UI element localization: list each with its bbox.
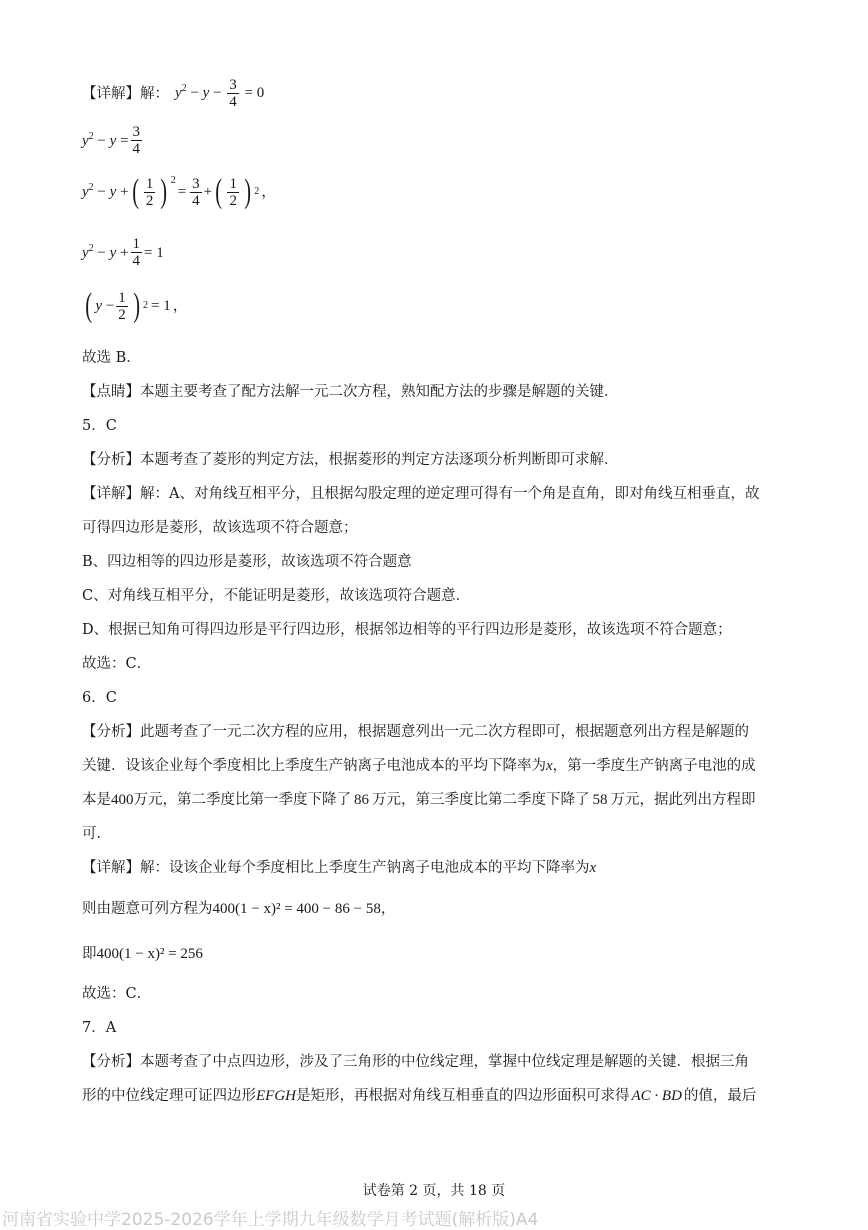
product-ac-bd: AC · BD [631,1088,682,1104]
q6-xiangjie [82,858,596,878]
q5-xiangjie-a: 【详解】解：A、对角线互相平分，且根据勾股定理的逆定理可得有一个角是直角，即对角线互相垂直，故 [82,486,760,502]
q6-fenxi-a: 【分析】此题考查了一元二次方程的应用，根据题意列出一元二次方程即可，根据题意列出方程是解题的 [82,724,749,740]
var-x: x [546,758,553,774]
q5-fenxi: 【分析】本题考查了菱形的判定方法，根据菱形的判定方法逐项分析判断即可求解． [82,452,619,468]
q6-fenxi-c2: 万元，第二季度比第一季度下降了 [133,792,351,808]
page-footer: 试卷第 2 页，共 18 页 [362,1183,506,1199]
comma: ， [172,298,188,314]
q6-fenxi-c4: 万元，据此列出方程即 [610,792,756,808]
eq-line1: $y^2 - y$ − $\frac{3}{4}$ = 0 [175,77,265,110]
q6-eq1: 400(1 − x)² = 400 − 86 − 58 [212,901,381,917]
num-86: 86 [354,792,369,808]
q6-fenxi-b [82,756,756,776]
comma: ， [380,901,396,917]
eq-line2: $y^2 - y$ = $\frac{3}{4}$ [82,124,141,157]
q5-option-b: B、四边相等的四边形是菱形，故该选项不符合题意 [82,554,412,570]
var-x: x [589,860,597,876]
q6-fenxi-c3: 万元，第三季度比第二季度下降了 [372,792,590,808]
q7-fenxi-b2: 是矩形，再根据对角线互相垂直的四边形面积可求得 [296,1088,630,1104]
q7-fenxi-b1: 形的中位线定理可证四边形 [82,1088,256,1104]
q6-fenxi-d: 可． [82,826,111,842]
q5-guxuan: 故选：C． [82,656,152,672]
q6-fenxi-b1: 关键．设该企业每个季度相比上季度生产钠离子电池成本的平均下降率为 [82,758,546,774]
q6-eq2: 400(1 − x)² = 256 [96,946,203,962]
q7-fenxi-a: 【分析】本题考查了中点四边形，涉及了三角形的中位线定理，掌握中位线定理是解题的关键．根据三角 [82,1054,749,1070]
q5-option-d: D、根据已知角可得四边形是平行四边形，根据邻边相等的平行四边形是菱形，故该选项不符合题意； [82,622,732,638]
q6-eq2-line [82,944,203,964]
q6-xiangjie-text: 【详解】解：设该企业每个季度相比上季度生产钠离子电池成本的平均下降率为 [82,860,590,876]
q7-fenxi-b [82,1086,756,1106]
dianjing: 【点睛】本题主要考查了配方法解一元二次方程，熟知配方法的步骤是解题的关键． [82,384,619,400]
watermark: 河南省实验中学2025-2026学年上学期九年级数学月考试题(解析版)A4 [2,1210,539,1230]
q5-answer: 5．C [82,418,117,434]
eq-line5: ( y − $\frac{1}{2}$ ) 2 = 1 ， [85,287,188,324]
q6-eq2-pre: 即 [82,946,97,962]
comma: ， [261,184,277,200]
q6-fenxi-c1: 本是 [82,792,111,808]
xj1-label: 【详解】解： [82,85,169,102]
num-400: 400 [111,792,134,808]
q6-fenxi-c [82,790,756,810]
q6-eq1-pre: 则由题意可列方程为 [82,901,213,917]
q6-eq1-line [82,899,395,919]
q5-xiangjie-b: 可得四边形是菱形，故该选项不符合题意； [82,520,358,536]
q6-guxuan: 故选：C． [82,986,152,1002]
q5-option-c: C、对角线互相平分，不能证明是菱形，故该选项符合题意． [82,588,471,604]
q7-fenxi-b3: 的值，最后 [683,1088,757,1104]
q7-answer: 7．A [82,1020,117,1036]
q6-fenxi-b2: ，第一季度生产钠离子电池的成 [552,758,756,774]
num-58: 58 [592,792,608,808]
quad-efgh: EFGH [256,1088,296,1104]
xj1-line [82,77,264,110]
guxuan-b: 故选 B． [82,350,141,366]
q6-answer: 6．C [82,690,117,706]
eq-line3: $y^2 - y$ + ( $\frac{1}{2}$ ) 2 = $\frac{3}{4}$ + ( $\frac{1}{2}$ ) 2 ， [82,173,277,210]
eq-line4: $y^2 - y$ + $\frac{1}{4}$ = 1 [82,236,164,269]
